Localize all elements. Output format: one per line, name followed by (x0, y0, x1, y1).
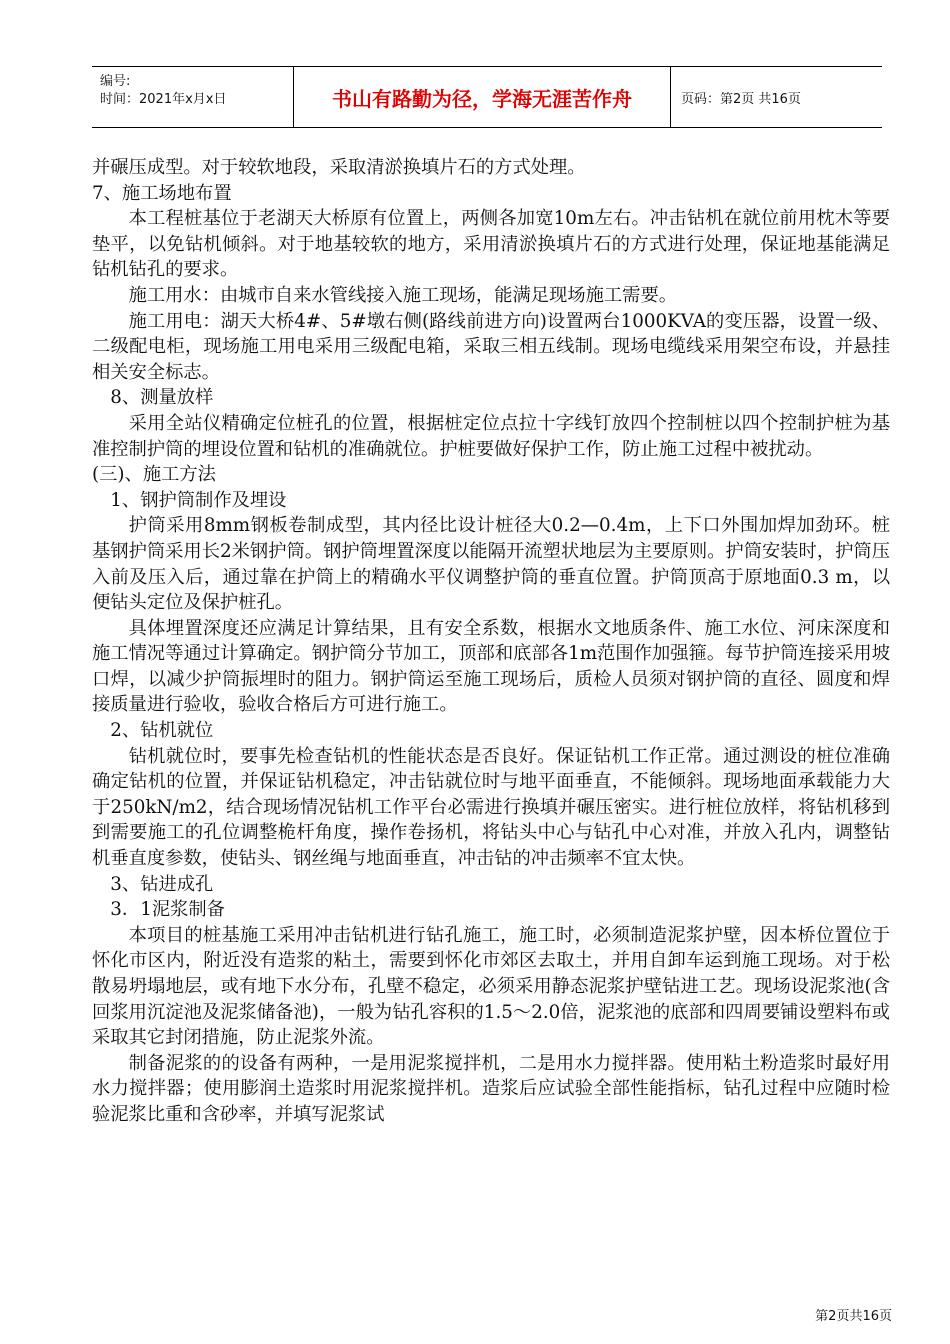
paragraph: 施工用电：湖天大桥4#、5#墩右侧(路线前进方向)设置两台1000KVA的变压器，设置一级、二级配电柜，现场施工用电采用三级配电箱，采取三相五线制。现场电缆线采用架空布设，并悬挂相关安全标志。 (92, 310, 890, 383)
paragraph: 本工程桩基位于老湖天大桥原有位置上，两侧各加宽10m左右。冲击钻机在就位前用枕木等要垫平，以免钻机倾斜。对于地基较软的地方，采用清淤换填片石的方式进行处理，保证地基能满足钻机钻孔的要求。 (92, 208, 890, 281)
header-motto: 书山有路勤为径，学海无涯苦作舟 (294, 67, 671, 127)
paragraph: 护筒采用8mm钢板卷制成型，其内径比设计桩径大0.2—0.4m，上下口外围加焊加劲环。桩基钢护筒采用长2米钢护筒。钢护筒埋置深度以能隔开流塑状地层为主要原则。护筒安装时，护筒压入前及压入后，通过靠在护筒上的精确水平仪调整护筒的垂直位置。护筒顶高于原地面0.3 m，以便钻头定位及保护桩孔。 (92, 515, 890, 614)
paragraph: 钻机就位时，要事先检查钻机的性能状态是否良好。保证钻机工作正常。通过测设的桩位准确确定钻机的位置，并保证钻机稳定，冲击钻就位时与地平面垂直，不能倾斜。现场地面承载能力大于250kN/m2，结合现场情况钻机工作平台必需进行换填并碾压密实。进行桩位放样，将钻机移到到需要施工的孔位调整桅杆角度，操作卷扬机，将钻头中心与钻孔中心对准，并放入孔内，调整钻机垂直度参数，使钻头、钢丝绳与地面垂直，冲击钻的冲击频率不宜太快。 (92, 745, 890, 870)
paragraph: 本项目的桩基施工采用冲击钻机进行钻孔施工，施工时，必须制造泥浆护壁，因本桥位置位于怀化市区内，附近没有造浆的粘土，需要到怀化市郊区去取土，并用自卸车运到施工现场。对于松散易坍塌地层，或有地下水分布，孔壁不稳定，必须采用静态泥浆护壁钻进工艺。现场设泥浆池(含回浆用沉淀池及泥浆储备池)，一般为钻孔容积的1.5～2.0倍，泥浆池的底部和四周要铺设塑料布或采取其它封闭措施，防止泥浆外流。 (92, 924, 890, 1049)
paragraph: 制备泥浆的的设备有两种，一是用泥浆搅拌机，二是用水力搅拌器。使用粘土粉造浆时最好用水力搅拌器；使用膨润土造浆时用泥浆搅拌机。造浆后应试验全部性能指标，钻孔过程中应随时检验泥浆比重和含砂率，并填写泥浆试 (92, 1052, 890, 1125)
time-label: 时间：2021年x月x日 (100, 92, 227, 107)
subsection-heading: 3．1泥浆制备 (110, 899, 225, 921)
subsection-heading: 3、钻进成孔 (110, 873, 214, 895)
section-heading: 8、测量放样 (110, 387, 214, 409)
paragraph: 施工用水：由城市自来水管线接入施工现场，能满足现场施工需要。 (128, 284, 678, 306)
section-heading: 7、施工场地布置 (92, 182, 232, 204)
subsection-heading: 1、钢护筒制作及埋设 (110, 489, 287, 511)
header-info-cell (92, 67, 294, 127)
code-label: 编号: (100, 74, 131, 89)
document-body (92, 155, 890, 1128)
section-heading: (三)、施工方法 (92, 464, 216, 486)
paragraph: 具体埋置深度还应满足计算结果，且有安全系数，根据水文地质条件、施工水位、河床深度和施工情况等通过计算确定。钢护筒分节加工，顶部和底部各1m范围作加强箍。每节护筒连接采用坡口焊，以减少护筒振埋时的阻力。钢护筒运至施工现场后，质检人员须对钢护筒的直径、圆度和焊接质量进行验收，验收合格后方可进行施工。 (92, 617, 890, 716)
header-page-label: 页码：第2页 共16页 (681, 91, 801, 107)
paragraph: 并碾压成型。对于较软地段，采取清淤换填片石的方式处理。 (92, 157, 586, 178)
paragraph: 采用全站仪精确定位桩孔的位置，根据桩定位点拉十字线钉放四个控制桩以四个控制护桩为基准控制护筒的埋设位置和钻机的准确就位。护桩要做好保护工作，防止施工过程中被扰动。 (92, 412, 890, 460)
page-footer: 第2页共16页 (815, 1309, 892, 1324)
page-header (92, 66, 882, 128)
subsection-heading: 2、钻机就位 (110, 720, 214, 742)
